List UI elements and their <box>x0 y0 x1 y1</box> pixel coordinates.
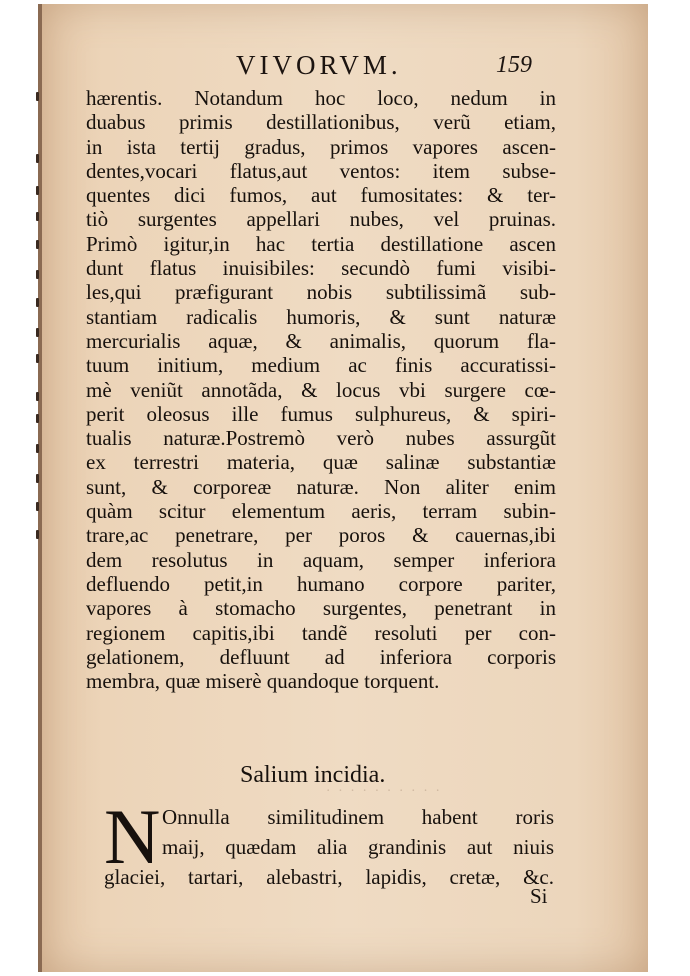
text-line: dem resolutus in aquam, semper inferiora <box>86 547 556 572</box>
text-line: glaciei, tartari, alebastri, lapidis, cretæ, &c. <box>104 865 554 889</box>
text-line: defluendo petit,in humano corpore pariter, <box>86 571 556 596</box>
text-line: mè veniũt annotãda, & locus vbi surgere cœ- <box>86 377 556 402</box>
text-line: regionem capitis,ibi tandẽ resoluti per con- <box>86 620 556 645</box>
text-line: tiò surgentes appellari nubes, vel pruinas. <box>86 207 556 232</box>
text-line: duabus primis destillationibus, verũ etiam, <box>86 110 556 135</box>
text-line: sunt, & corporeæ naturæ. Non aliter enim <box>86 474 556 499</box>
text-line: vapores à stomacho surgentes, penetrant in <box>86 596 556 621</box>
text-line: quàm scitur elementum aeris, terram subin- <box>86 499 556 524</box>
catchword: Si <box>530 884 548 908</box>
text-line: ex terrestri materia, quæ salinæ substantiæ <box>86 450 556 475</box>
running-head: VIVORVM. <box>236 50 402 80</box>
text-line: Onnulla similitudinem habent roris <box>162 805 554 829</box>
text-line: dentes,vocari flatus,aut ventos: item subse- <box>86 158 556 183</box>
text-line: perit oleosus ille fumus sulphureus, & spiri- <box>86 401 556 426</box>
text-line: hærentis. Notandum hoc loco, nedum in <box>86 86 556 110</box>
text-line: gelationem, defluunt ad inferiora corporis <box>86 644 556 669</box>
show-through-text: · · · · · · · · · · <box>323 784 440 799</box>
text-line: dunt flatus inuisibiles: secundò fumi visibi- <box>86 256 556 281</box>
section-heading: Salium incidia. <box>240 762 386 788</box>
text-line: mercurialis aquæ, & animalis, quorum fla- <box>86 328 556 353</box>
text-line: tualis naturæ.Postremò verò nubes assurgũt <box>86 426 556 451</box>
drop-cap: N <box>104 793 161 880</box>
text-line: trare,ac penetrare, per poros & cauernas,ibi <box>86 523 556 548</box>
text-line: in ista tertij gradus, primos vapores ascen- <box>86 134 556 159</box>
text-line: maij, quædam alia grandinis aut niuis <box>162 835 554 859</box>
text-line: tuum initium, medium ac finis accuratissi- <box>86 353 556 378</box>
text-line: quentes dici fumos, aut fumositates: & ter- <box>86 183 556 208</box>
paragraph-1 <box>86 86 556 693</box>
paragraph-2 <box>104 802 554 892</box>
page-number: 159 <box>496 52 532 78</box>
text-line: stantiam radicalis humoris, & sunt naturæ <box>86 304 556 329</box>
text-line: les,qui præfigurant nobis subtilissimã sub- <box>86 280 556 305</box>
text-line: Primò igitur,in hac tertia destillatione ascen <box>86 231 556 256</box>
text-line: membra, quæ miserè quandoque torquent. <box>86 669 440 694</box>
gutter-bleed-marks <box>36 92 48 532</box>
